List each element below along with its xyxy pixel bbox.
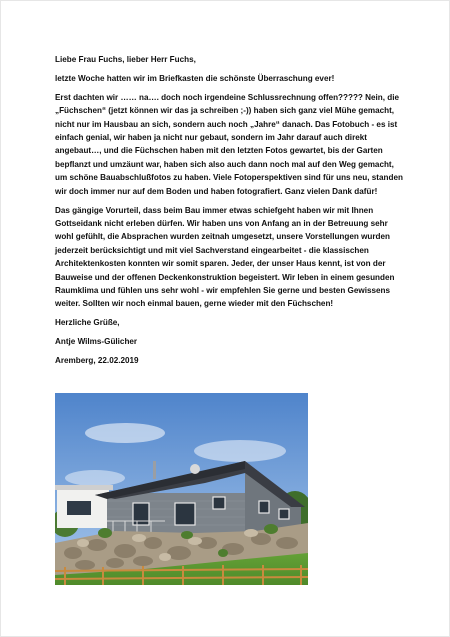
cloud <box>85 423 165 443</box>
annex-window <box>67 501 91 515</box>
house-photo <box>55 393 308 585</box>
window <box>213 497 225 509</box>
cloud <box>194 440 286 462</box>
closing: Herzliche Grüße, <box>55 318 120 328</box>
satellite-dish <box>190 464 200 474</box>
window <box>133 503 149 525</box>
window <box>175 503 195 525</box>
window <box>259 501 269 513</box>
window <box>279 509 289 519</box>
place-date: Aremberg, 22.02.2019 <box>55 356 139 366</box>
salutation: Liebe Frau Fuchs, lieber Herr Fuchs, <box>55 55 196 64</box>
paragraph-2: Erst dachten wir …… na…. doch noch irgendeine Schlussrechnung offen????? Nein, die „Füchschen“ (jetzt können wir das ja schreiben ;-)) haben sich ganz viel Mühe gemacht, nicht nur im Hausbau an sich, sondern auch noch „Jahre“ danach. Das Fotobuch - es ist einfach genial, wir haben ja nicht nur gebaut, sondern im Jahr darauf auch direkt angebaut…, und die Füchschen haben mit den letzten Fotos gewartet, bis der Garten bepflanzt und umzäunt war, haben sich also auch dann noch mal auf den Weg gemacht, um schöne Bauabschlußfotos zu haben. Viele Fotoperspektiven sind für uns neu, standen wir doch immer nur auf dem Boden und haben fotografiert. Ganz vielen Dank dafür! <box>55 92 403 196</box>
signature: Antje Wilms-Gülicher <box>55 337 138 347</box>
paragraph-1: letzte Woche hatten wir im Briefkasten die schönste Überraschung ever! <box>55 73 335 83</box>
cloud <box>65 470 125 486</box>
letter-body <box>55 53 407 373</box>
annex-roof <box>55 485 113 490</box>
chimney <box>153 461 156 479</box>
paragraph-3: Das gängige Vorurteil, dass beim Bau immer etwas schiefgeht haben wir mit Ihnen Gottseidank nicht erleben dürfen. Wir haben uns von Anfang an in der Betreuung sehr wohl gefühlt, die Absprachen wurden zeitnah umgesetzt, unsere Vorstellungen wurden jederzeit berücksichtigt und mit viel Sachverstand eingearbeitet - die klassischen Architektenkosten konnten wir somit sparen. Jeder, der unser Haus kennt, ist von der Bauweise und der offenen Deckenkonstruktion begeistert. Wir leben in einem gesunden Raumklima und fühlen uns sehr wohl - wir empfehlen Sie gerne und besten Gewissens weiter. Sollten wir noch einmal bauen, gerne wieder mit den Füchschen! <box>55 205 395 309</box>
